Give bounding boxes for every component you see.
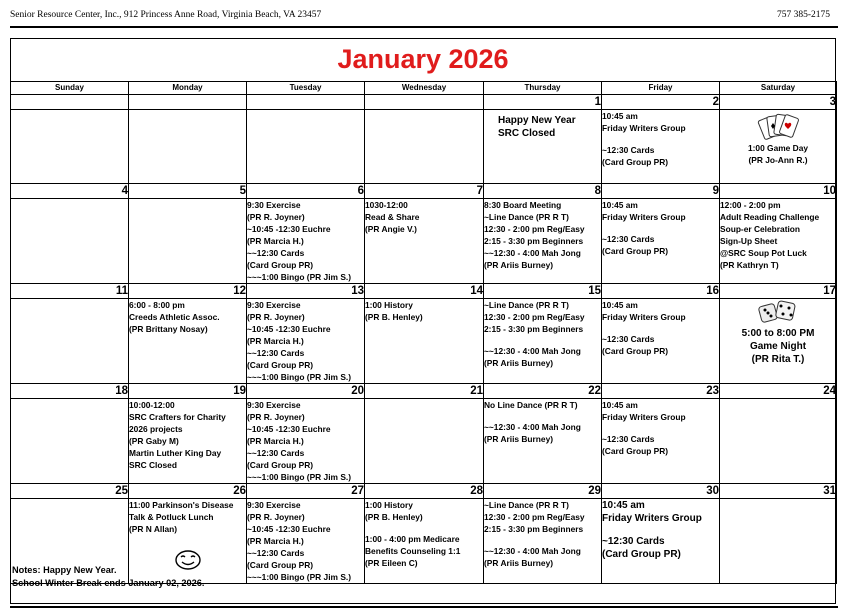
event-line: ~~~1:00 Bingo (PR Jim S.) [247,272,352,282]
event-line: (PR Marcia H.) [247,436,304,446]
event-line: ~12:30 Cards [602,434,655,444]
day-cell-monday [129,199,247,284]
event-line: (Card Group PR) [602,157,669,167]
day-cell-tuesday [247,299,365,384]
event-line: ~~12:30 - 4:00 Mah Jong [484,248,581,258]
day-cell-sunday [11,199,129,284]
day-number: 21 [365,384,484,399]
day-number: 14 [365,284,484,299]
event-line: Friday Writers Group [602,123,686,133]
event-line: 12:30 - 2:00 pm Reg/Easy [484,312,585,322]
event-line: 12:00 - 2:00 pm [720,200,781,210]
event-line: 9:30 Exercise [247,500,301,510]
event-line: 12:30 - 2:00 pm Reg/Easy [484,512,585,522]
event-line: SRC Closed [129,460,177,470]
event-line: ~Line Dance (PR R T) [484,212,569,222]
event-line: Friday Writers Group [602,312,686,322]
event-line: 10:45 am [602,200,638,210]
event-line: 1030-12:00 [365,200,408,210]
day-cell-thursday [484,399,602,484]
week-number-row [11,284,837,299]
calendar-title: January 2026 [337,44,509,74]
weekday-friday: Friday [602,82,720,95]
event-line: (PR Angie V.) [365,224,417,234]
event-line: (Card Group PR) [602,246,669,256]
event-line: (PR R. Joyner) [247,512,305,522]
day-number: 28 [365,484,484,499]
event-line: ~10:45 -12:30 Euchre [247,324,331,334]
event-line: 2:15 - 3:30 pm Beginners [484,324,584,334]
week-events-row [11,399,837,484]
event-line [602,423,719,433]
event-line: (PR Brittany Nosay) [129,324,208,334]
event-line: (PR Ariis Burney) [484,260,554,270]
header-divider [10,26,838,28]
event-line: ~10:45 -12:30 Euchre [247,424,331,434]
week-number-row [11,484,837,499]
event-line: Read & Share [365,212,420,222]
event-line: 11:00 Parkinson's Disease [129,500,234,510]
event-line: ~12:30 Cards [602,234,655,244]
dice-icon [756,299,800,327]
event-line: Adult Reading Challenge [720,212,820,222]
day-number: 31 [720,484,837,499]
event-line: Happy New Year [498,115,576,126]
day-number: 30 [602,484,720,499]
event-line: 5:00 to 8:00 PM [741,328,815,339]
event-line: (PR Marcia H.) [247,336,304,346]
weekday-monday: Monday [129,82,247,95]
day-cell-saturday [720,110,837,184]
week-events-row [11,199,837,284]
event-line: ~10:45 -12:30 Euchre [247,524,331,534]
day-number: 18 [11,384,129,399]
event-line: 2:15 - 3:30 pm Beginners [484,236,584,246]
event-line: ~Line Dance (PR R T) [484,500,569,510]
event-line [484,411,601,421]
day-number: 26 [129,484,247,499]
event-line: (PR Ariis Burney) [484,434,554,444]
day-cell-tuesday [247,499,365,584]
day-number: 22 [484,384,602,399]
event-line: 10:45 am [602,400,638,410]
event-line: No Line Dance (PR R T) [484,400,578,410]
event-line: 12:30 - 2:00 pm Reg/Easy [484,224,585,234]
event-line: (PR Jo-Ann R.) [748,155,808,165]
event-line: ~10:45 -12:30 Euchre [247,224,331,234]
day-number: 29 [484,484,602,499]
footer-divider [10,606,838,608]
event-line: ~~12:30 Cards [247,548,305,558]
playing-cards-icon [755,112,801,142]
event-line: 1:00 - 4:00 pm Medicare [365,534,460,544]
event-line: SRC Closed [498,128,556,139]
event-line: (PR B. Henley) [365,512,423,522]
event-line: (PR Marcia H.) [247,236,304,246]
day-cell-tuesday [247,199,365,284]
event-line: ~~12:30 - 4:00 Mah Jong [484,546,581,556]
event-line: 10:45 am [602,111,638,121]
day-cell-friday [602,499,720,584]
day-number: 8 [484,184,602,199]
event-line [365,523,483,533]
day-number: 20 [247,384,365,399]
event-line: 9:30 Exercise [247,300,301,310]
event-line: ~12:30 Cards [602,145,655,155]
event-line: (PR N Allan) [129,524,178,534]
event-line: (PR R. Joyner) [247,312,305,322]
day-cell-wednesday [365,499,484,584]
event-line: (Card Group PR) [247,460,314,470]
day-number: 7 [365,184,484,199]
event-line: (Card Group PR) [602,446,669,456]
event-line: ~~12:30 Cards [247,248,305,258]
day-cell-sunday [11,299,129,384]
day-cell-monday [129,110,247,184]
event-line: 6:00 - 8:00 pm [129,300,185,310]
event-line: 10:45 am [602,300,638,310]
event-line: (PR Ariis Burney) [484,558,554,568]
day-number [247,95,365,110]
event-line: 2:15 - 3:30 pm Beginners [484,524,584,534]
day-number: 17 [720,284,837,299]
event-line: (Card Group PR) [602,346,669,356]
week-number-row [11,95,837,110]
day-number: 10 [720,184,837,199]
week-number-row [11,384,837,399]
event-line: ~~12:30 Cards [247,448,305,458]
weekday-saturday: Saturday [720,82,837,95]
event-line: 1:00 History [365,500,413,510]
event-line [602,525,719,535]
day-number [11,95,129,110]
day-number: 4 [11,184,129,199]
day-cell-thursday [484,110,602,184]
org-phone: 757 385-2175 [776,10,830,20]
event-line: 1:00 History [365,300,413,310]
event-line: 8:30 Board Meeting [484,200,562,210]
notes [12,564,204,590]
event-line: Friday Writers Group [602,212,686,222]
day-cell-friday [602,399,720,484]
event-line: (PR Rita T.) [751,354,805,365]
day-number: 12 [129,284,247,299]
event-line: Game Night [749,341,807,352]
weekday-tuesday: Tuesday [247,82,365,95]
event-line: (PR R. Joyner) [247,212,305,222]
event-line: Friday Writers Group [602,513,702,524]
event-line: (PR B. Henley) [365,312,423,322]
event-line: 10:00-12:00 [129,400,175,410]
day-number: 3 [720,95,837,110]
day-cell-wednesday [365,110,484,184]
day-cell-tuesday [247,399,365,484]
day-number: 19 [129,384,247,399]
day-cell-thursday [484,199,602,284]
event-line: ~~~1:00 Bingo (PR Jim S.) [247,572,352,582]
week-events-row [11,110,837,184]
notes-line-1: Notes: Happy New Year. [12,565,117,575]
day-number [129,95,247,110]
event-line: (PR Eileen C) [365,558,418,568]
event-line: ~12:30 Cards [602,334,655,344]
event-line: Creeds Athletic Assoc. [129,312,220,322]
event-line: ~~~1:00 Bingo (PR Jim S.) [247,372,352,382]
event-line: Martin Luther King Day [129,448,222,458]
day-number: 2 [602,95,720,110]
weekday-header-row [11,82,837,95]
day-cell-friday [602,299,720,384]
event-line: 2026 projects [129,424,183,434]
day-cell-thursday [484,299,602,384]
day-cell-saturday [720,299,837,384]
org-address: Senior Resource Center, Inc., 912 Princess Anne Road, Virginia Beach, VA 23457 [10,10,322,20]
day-number [365,95,484,110]
day-number: 9 [602,184,720,199]
day-cell-saturday [720,399,837,484]
event-line: (PR R. Joyner) [247,412,305,422]
event-line: (Card Group PR) [247,360,314,370]
day-cell-wednesday [365,299,484,384]
day-cell-wednesday [365,399,484,484]
day-number: 13 [247,284,365,299]
day-number: 1 [484,95,602,110]
event-line: 9:30 Exercise [247,400,301,410]
notes-line-2: School Winter Break ends January 02, 2026. [12,578,205,588]
event-line: (Card Group PR) [247,260,314,270]
event-line: Friday Writers Group [602,412,686,422]
event-line [602,134,719,144]
day-cell-wednesday [365,199,484,284]
day-cell-saturday [720,199,837,284]
event-line [602,223,719,233]
event-line: SRC Crafters for Charity [129,412,226,422]
day-cell-saturday [720,499,837,584]
event-line: @SRC Soup Pot Luck [720,248,807,258]
weekday-sunday: Sunday [11,82,129,95]
event-line: 9:30 Exercise [247,200,301,210]
day-cell-sunday [11,399,129,484]
day-cell-thursday [484,499,602,584]
event-line: Sign-Up Sheet [720,236,778,246]
calendar-grid [10,81,837,584]
event-line: ~~~1:00 Bingo (PR Jim S.) [247,472,352,482]
event-line: (Card Group PR) [602,549,681,560]
day-cell-friday [602,110,720,184]
day-number: 11 [11,284,129,299]
event-line: ~~12:30 - 4:00 Mah Jong [484,346,581,356]
event-line: Benefits Counseling 1:1 [365,546,461,556]
weekday-thursday: Thursday [484,82,602,95]
day-number: 5 [129,184,247,199]
event-line: ~12:30 Cards [602,536,665,547]
event-line: 1:00 Game Day [747,143,809,153]
day-cell-friday [602,199,720,284]
event-line: (Card Group PR) [247,560,314,570]
event-line: (PR Kathryn T) [720,260,779,270]
event-line: 10:45 am [602,500,645,511]
week-events-row [11,299,837,384]
weekday-wednesday: Wednesday [365,82,484,95]
week-number-row [11,184,837,199]
event-line [484,335,601,345]
event-line [484,535,601,545]
day-number: 16 [602,284,720,299]
day-cell-tuesday [247,110,365,184]
event-line: (PR Ariis Burney) [484,358,554,368]
event-line: (PR Marcia H.) [247,536,304,546]
day-cell-sunday [11,110,129,184]
day-number: 6 [247,184,365,199]
day-cell-monday [129,299,247,384]
day-cell-monday [129,399,247,484]
event-line: ~~12:30 - 4:00 Mah Jong [484,422,581,432]
day-number: 15 [484,284,602,299]
event-line: ~~12:30 Cards [247,348,305,358]
day-number: 23 [602,384,720,399]
day-number: 24 [720,384,837,399]
event-line: (PR Gaby M) [129,436,179,446]
event-line: Soup-er Celebration [720,224,801,234]
day-number: 27 [247,484,365,499]
day-number: 25 [11,484,129,499]
event-line [602,323,719,333]
event-line: ~Line Dance (PR R T) [484,300,569,310]
event-line: Talk & Potluck Lunch [129,512,214,522]
